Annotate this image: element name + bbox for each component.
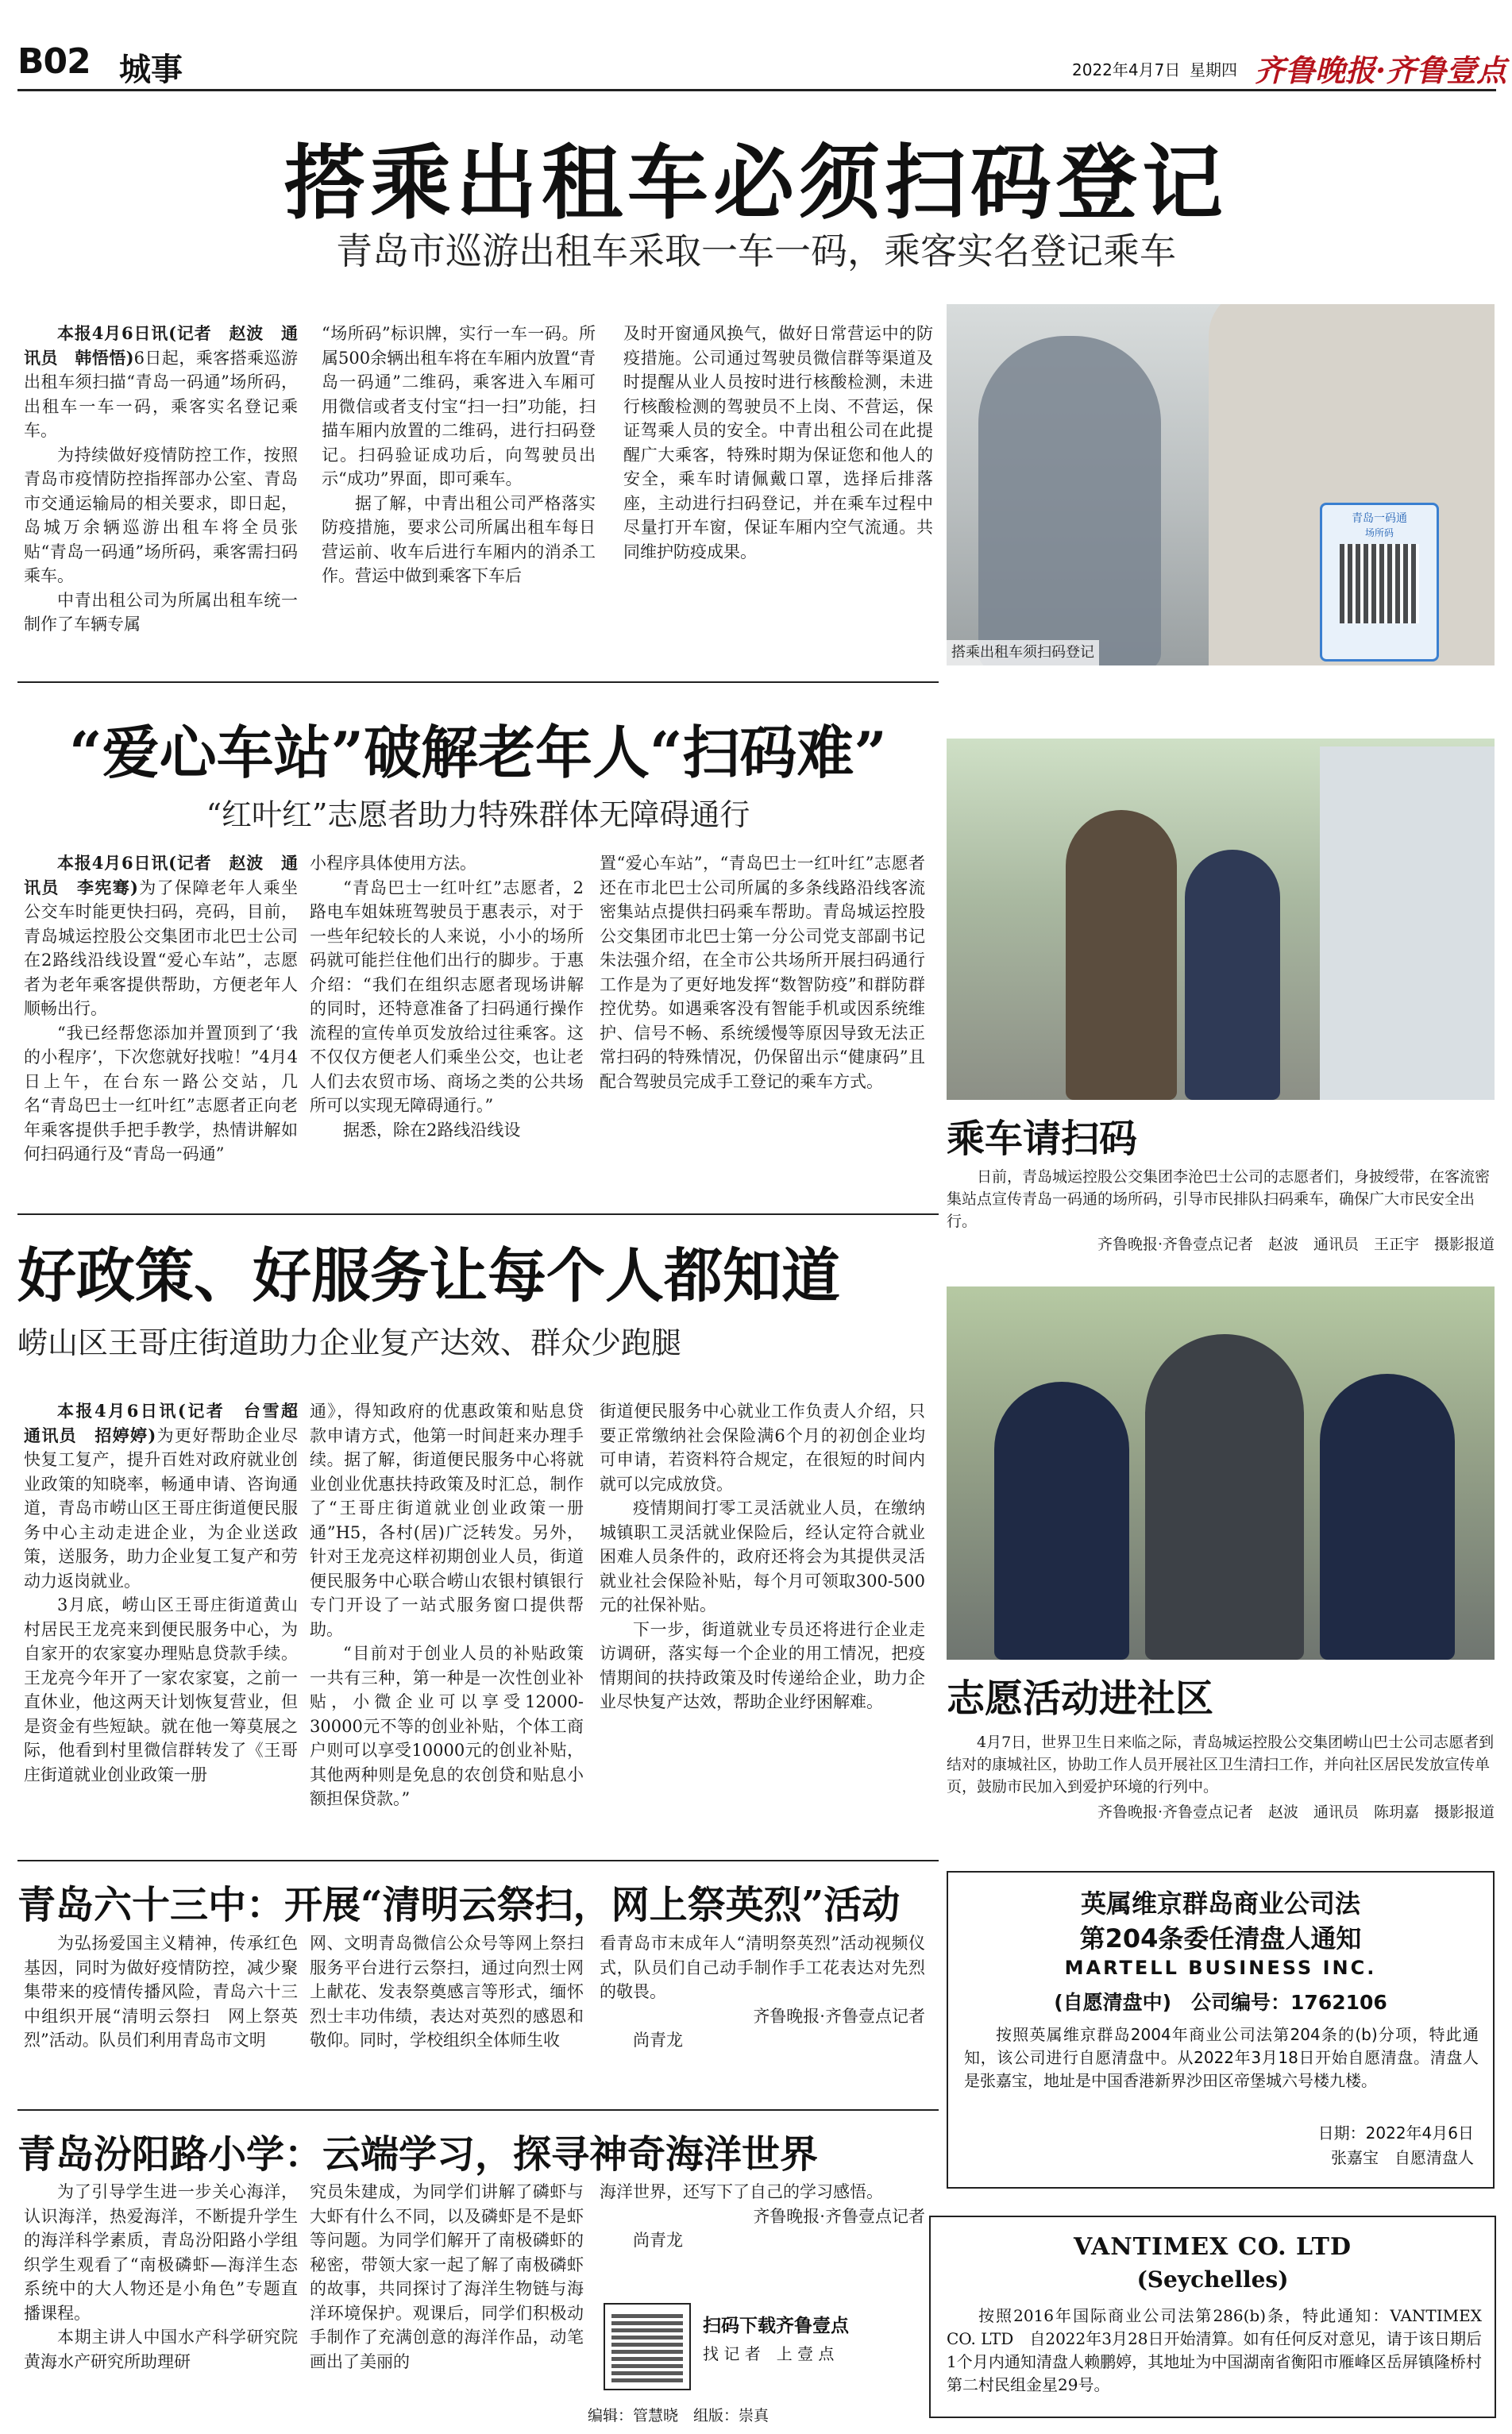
bus-shape bbox=[1320, 746, 1495, 1100]
passenger-figure bbox=[978, 336, 1161, 665]
qr-code-image bbox=[1340, 544, 1419, 623]
article2-bottom-rule bbox=[17, 1213, 939, 1215]
article2-col3-p1: 置“爱心车站”，“青岛巴士一红叶红”志愿者还在市北巴士公司所属的多条线路沿线客流密集站点提供扫码乘车帮助。青岛城运控股公交集团市北巴士第一分公司党支部副书记朱法强介绍，在全市公共场所开展扫码通行工作是为了更好地发挥“数智防疫”和群防群控优势。如遇乘客没有智能手机或因系统维护、信号不畅、系统缓慢等原因导致无法正常扫码的特殊情况，仍保留出示“健康码”且配合驾驶员完成手工登记的乘车方式。 bbox=[600, 854, 925, 1091]
photo2-caption: 日前，青岛城运控股公交集团李沧巴士公司的志愿者们，身披绶带，在客流密集站点宣传青岛一码通的场所码，引导市民排队扫码乘车，确保广大市民安全出行。 bbox=[947, 1168, 1491, 1230]
notice1-title2: 第204条委任清盘人通知 bbox=[1079, 1923, 1362, 1954]
header-rule bbox=[17, 89, 1496, 91]
brand-name-2: 齐鲁壹点 bbox=[1386, 52, 1507, 88]
article4-col3-p1: 看青岛市末成年人“清明祭英烈”活动视频仪式，队员们自己动手制作手工花表达对先烈的敬畏。 bbox=[600, 1934, 925, 2001]
article1-col2-p1: “场所码”标识牌，实行一车一码。所属500余辆出租车将在车厢内放置“青岛一码通”二维码，乘客进入车厢可用微信或者支付宝“扫一扫”功能，扫描车厢内放置的二维码，进行扫码登记。扫码验证成功后，向驾驶员出示“成功”界面，即可乘车。 bbox=[322, 324, 596, 488]
editor-credit: 编辑：管慧晓 组版：崇真 bbox=[588, 2407, 770, 2424]
notice2-body: 按照2016年国际商业公司法第286(b)条，特此通知：VANTIMEX CO. LTD 自2022年3月28日开始清算。如有任何反对意见，请于该日期后1个月内通知清盘人赖鹏婷，其地址为中国湖南省衡阳市雁峰区岳屏镇隆桥村第二村民组金星29号。 bbox=[947, 2306, 1482, 2394]
article3-col1 bbox=[24, 1399, 314, 1787]
article1-col1-p3: 中青出租公司为所属出租车统一制作了车辆专属 bbox=[24, 590, 298, 634]
article4-credit-name: 尚青龙 bbox=[633, 2031, 683, 2050]
article5-col1 bbox=[24, 2180, 298, 2374]
article3-col3-p2: 疫情期间打零工灵活就业人员，在缴纳城镇职工灵活就业保险后，经认定符合就业困难人员条件的，政府还将会为其提供灵活就业社会保险补贴，每个月可领取300-500元的社保补贴。 bbox=[600, 1499, 925, 1614]
notice2-title2: (Seychelles) bbox=[1136, 2266, 1289, 2293]
article1-col1-p2: 为持续做好疫情防控工作，按照青岛市疫情防控指挥部办公室、青岛市交通运输局的相关要求，即日起，岛城万余辆巡游出租车将全员张贴“青岛一码通”场所码，乘客需扫码乘车。 bbox=[24, 445, 298, 585]
article5-col1-p2: 本期主讲人中国水产科学研究院黄海水产研究所助理研 bbox=[24, 2328, 298, 2371]
article5-credit: 齐鲁晚报·齐鲁壹点记者 bbox=[753, 2206, 925, 2226]
qr-card-subtitle: 场所码 bbox=[1364, 527, 1394, 538]
brand-name-1: 齐鲁晚报 bbox=[1255, 52, 1376, 88]
article3-col3 bbox=[600, 1399, 925, 1715]
article4-col1 bbox=[24, 1931, 298, 2053]
article1-subtitle: 青岛市巡游出租车采取一车一码，乘客实名登记乘车 bbox=[336, 230, 1176, 272]
page-number: B02 bbox=[17, 41, 91, 82]
article3-subtitle: 崂山区王哥庄街道助力企业复产达效、群众少跑腿 bbox=[17, 1325, 682, 1360]
article2-col2-p1: 小程序具体使用方法。 bbox=[310, 854, 476, 873]
notice1-body: 按照英属维京群岛2004年商业公司法第204条的(b)分项，特此通知，该公司进行自愿清盘中。从2022年3月18日开始自愿清盘。清盘人是张嘉宝，地址是中国香港新界沙田区帝堡城六号楼九楼。 bbox=[964, 2025, 1479, 2090]
article2-col1 bbox=[24, 851, 298, 1167]
article4-bottom-rule bbox=[17, 2109, 939, 2111]
article1-col3-p1: 及时开窗通风换气，做好日常营运中的防疫措施。公司通过驾驶员微信群等渠道及时提醒从业人员按时进行核酸检测，未进行核酸检测的驾驶员不上岗、不营运，保证驾乘人员的安全。中青出租公司在此提醒广大乘客，特殊时期为保证您和他人的安全，乘车时请佩戴口罩，选择后排落座，主动进行扫码登记，并在乘车过程中尽量打开车窗，保证车厢内空气流通。共同维护防疫成果。 bbox=[623, 324, 933, 561]
notice1-company-cn: (自愿清盘中) 公司编号：1762106 bbox=[1054, 1991, 1387, 2014]
bus-stop-photo bbox=[947, 739, 1495, 1100]
article3-title: 好政策、好服务让每个人都知道 bbox=[17, 1242, 840, 1310]
section-name: 城事 bbox=[119, 51, 183, 88]
article2-col1-text: 为了保障老年人乘坐公交车时能更快扫码，亮码，目前，青岛城运控股公交集团市北巴士公司在2路线沿线设置“爱心车站”，志愿者为老年乘客提供帮助，方便老年人顺畅出行。 bbox=[24, 878, 299, 1018]
article1-lead: 本报4月6日讯(记者 赵波 通讯员 韩悟悟) bbox=[24, 323, 298, 368]
article4-title: 青岛六十三中：开展“清明云祭扫，网上祭英烈”活动 bbox=[17, 1883, 901, 1927]
notice2-box bbox=[929, 2216, 1496, 2418]
download-qr-sublabel: 找 记 者 上 壹 点 bbox=[703, 2344, 835, 2363]
article2-title: “爱心车站”破解老年人“扫码难” bbox=[69, 719, 887, 786]
brand-separator: · bbox=[1375, 52, 1387, 88]
notice1-signature: 张嘉宝 自愿清盘人 bbox=[1331, 2148, 1474, 2167]
article5-col3-p1: 海洋世界，还写下了自己的学习感悟。 bbox=[600, 2182, 883, 2201]
article2-col3 bbox=[600, 851, 925, 1094]
article3-col2-p1: 通》，得知政府的优惠政策和贴息贷款申请方式，他第一时间赶来办理手续。据了解，街道便民服务中心将就业创业优惠扶持政策及时汇总，制作了“王哥庄街道就业创业政策一册通”H5，各村(居)广泛转发。另外，针对王龙亮这样初期创业人员，街道便民服务中心联合崂山农银村镇银行专门开设了一站式服务窗口提供帮助。 bbox=[310, 1402, 584, 1639]
notice1-company-en: MARTELL BUSINESS INC. bbox=[1064, 1957, 1377, 1979]
article1-col1-text: 6日起，乘客搭乘巡游出租车须扫描“青岛一码通”场所码，出租车一车一码，乘客实名登记乘车。 bbox=[24, 348, 298, 440]
taxi-photo bbox=[947, 304, 1495, 665]
article2-col1-p2: “我已经帮您添加并置顶到了‘我的小程序’，下次您就好找啦！”4月4日上午，在台东一路公交站，几名“青岛巴士一红叶红”志愿者正向老年乘客提供手把手教学，热情讲解如何扫码通行及“青岛一码通” bbox=[24, 1023, 298, 1163]
volunteer-figure-4 bbox=[1320, 1374, 1455, 1660]
article4-col2-p1: 网、文明青岛微信公众号等网上祭扫服务平台进行云祭扫，通过向烈士网上献花、发表祭奠感言等形式，缅怀烈士丰功伟绩，表达对英烈的感恩和敬仰。同时，学校组织全体师生收 bbox=[310, 1934, 584, 2050]
notice1-box bbox=[947, 1871, 1495, 2189]
issue-date: 2022年4月7日 bbox=[1072, 60, 1181, 79]
article4-col1-p1: 为弘扬爱国主义精神，传承红色基因，同时为做好疫情防控，减少聚集带来的疫情传播风险，青岛六十三中组织开展“清明云祭扫 网上祭英烈”活动。队员们利用青岛市文明 bbox=[24, 1934, 298, 2050]
article3-col3-p3: 下一步，街道就业专员还将进行企业走访调研，落实每一个企业的用工情况，把疫情期间的扶持政策及时传递给企业，助力企业尽快复产达效，帮助企业纾困解难。 bbox=[600, 1619, 925, 1711]
article4-credit: 齐鲁晚报·齐鲁壹点记者 bbox=[753, 2006, 925, 2026]
article3-col1-text: 为更好帮助企业尽快复工复产，提升百姓对政府就业创业政策的知晓率，畅通申请、咨询通道，青岛市崂山区王哥庄街道便民服务中心主动走进企业，为企业送政策，送服务，助力企业复工复产和劳动力返岗就业。 bbox=[24, 1425, 299, 1591]
photo3-title: 志愿活动进社区 bbox=[947, 1676, 1214, 1721]
volunteer-figure-1 bbox=[1066, 810, 1177, 1100]
article2-subtitle: “红叶红”志愿者助力特殊群体无障碍通行 bbox=[206, 797, 750, 832]
notice1-title1: 英属维京群岛商业公司法 bbox=[1080, 1888, 1360, 1919]
article1-bottom-rule bbox=[17, 681, 939, 683]
resident-figure bbox=[1145, 1334, 1304, 1660]
article3-lead: 本报4月6日讯(记者 台雪超 通讯员 招婷婷) bbox=[24, 1401, 314, 1445]
article4-col2 bbox=[310, 1931, 584, 2053]
article1-col1 bbox=[24, 322, 298, 637]
article3-bottom-rule bbox=[17, 1860, 939, 1861]
article3-col2 bbox=[310, 1399, 584, 1811]
article2-lead: 本报4月6日讯(记者 赵波 通讯员 李宪骞) bbox=[24, 853, 298, 897]
article5-credit-name: 尚青龙 bbox=[633, 2231, 683, 2250]
photo3-credit: 齐鲁晚报·齐鲁壹点记者 赵波 通讯员 陈玥嘉 摄影报道 bbox=[1097, 1803, 1495, 1821]
article5-col2 bbox=[310, 2180, 584, 2374]
photo2-title: 乘车请扫码 bbox=[947, 1117, 1138, 1161]
photo2-credit: 齐鲁晚报·齐鲁壹点记者 赵波 通讯员 王正宇 摄影报道 bbox=[1097, 1236, 1495, 1253]
download-qr-label: 扫码下载齐鲁壹点 bbox=[703, 2316, 849, 2336]
volunteer-figure-3 bbox=[994, 1382, 1129, 1660]
qr-pattern bbox=[611, 2311, 683, 2382]
qr-card-title: 青岛一码通 bbox=[1352, 512, 1407, 525]
photo3-caption: 4月7日，世界卫生日来临之际，青岛城运控股公交集团崂山巴士公司志愿者到结对的康城社区，协助工作人员开展社区卫生清扫工作，并向社区居民发放宣传单页，鼓励市民加入到爱护环境的行列中。 bbox=[947, 1734, 1495, 1796]
article1-col2-p2: 据了解，中青出租公司严格落实防疫措施，要求公司所属出租车每日营运前、收车后进行车厢内的消杀工作。营运中做到乘客下车后 bbox=[322, 493, 596, 585]
download-qr-code[interactable] bbox=[604, 2303, 691, 2390]
taxi-photo-caption: 搭乘出租车须扫码登记 bbox=[947, 640, 1099, 665]
volunteer-figure-2 bbox=[1185, 850, 1280, 1100]
article1-title: 搭乘出租车必须扫码登记 bbox=[284, 136, 1228, 231]
article5-col3 bbox=[600, 2180, 925, 2253]
notice2-title1: VANTIMEX CO. LTD bbox=[1074, 2233, 1352, 2261]
volunteers-photo bbox=[947, 1286, 1495, 1660]
article1-col3 bbox=[623, 322, 933, 564]
notice1-date: 日期：2022年4月6日 bbox=[1317, 2123, 1474, 2143]
issue-weekday: 星期四 bbox=[1190, 60, 1237, 79]
article3-col1-p2: 3月底，崂山区王哥庄街道黄山村居民王龙亮来到便民服务中心，为自家开的农家宴办理贴息贷款手续。王龙亮今年开了一家农家宴，之前一直休业，他这两天计划恢复营业，但是资金有些短缺。就在他一筹莫展之际，他看到村里微信群转发了《王哥庄街道就业创业政策一册 bbox=[24, 1595, 298, 1784]
article5-col2-p1: 究员朱建成，为同学们讲解了磷虾与大虾有什么不同，以及磷虾是不是虾等问题。为同学们解开了南极磷虾的秘密，带领大家一起了解了南极磷虾的故事，共同探讨了海洋生物链与海洋环境保护。观课后，同学们积极动手制作了充满创意的海洋作品，动笔画出了美丽的 bbox=[310, 2182, 584, 2371]
article5-col1-p1: 为了引导学生进一步关心海洋，认识海洋，热爱海洋，不断提升学生的海洋科学素质，青岛汾阳路小学组织学生观看了“南极磷虾—海洋生态系统中的大人物还是小角色”专题直播课程。 bbox=[24, 2182, 298, 2323]
article1-col2 bbox=[322, 322, 596, 588]
article2-col2-p2: “青岛巴士一红叶红”志愿者，2路电车姐妹班驾驶员于惠表示，对于一些年纪较长的人来说，小小的场所码就可能拦住他们出行的脚步。于惠介绍：“我们在组织志愿者现场讲解的同时，还特意准备了扫码通行操作流程的宣传单页发放给过往乘客。这不仅仅方便老人们乘坐公交，也让老人们去农贸市场、商场之类的公共场所可以实现无障碍通行。” bbox=[310, 878, 584, 1115]
article5-title: 青岛汾阳路小学：云端学习，探寻神奇海洋世界 bbox=[17, 2132, 819, 2177]
qr-card bbox=[1320, 503, 1439, 662]
article3-col2-p2: “目前对于创业人员的补贴政策一共有三种，第一种是一次性创业补贴，小微企业可以享受12000-30000元不等的创业补贴，个体工商户则可以享受10000元的创业补贴，其他两种则是免息的农创贷和贴息小额担保贷款。” bbox=[310, 1644, 584, 1808]
article4-col3 bbox=[600, 1931, 925, 2053]
article2-col2-p3: 据悉，除在2路线沿线设 bbox=[343, 1120, 521, 1140]
article2-col2 bbox=[310, 851, 584, 1142]
article3-col3-p1: 街道便民服务中心就业工作负责人介绍，只要正常缴纳社会保险满6个月的初创企业均可申请，若资料符合规定，在很短的时间内就可以完成放贷。 bbox=[600, 1402, 925, 1494]
masthead-brand bbox=[1255, 46, 1506, 90]
